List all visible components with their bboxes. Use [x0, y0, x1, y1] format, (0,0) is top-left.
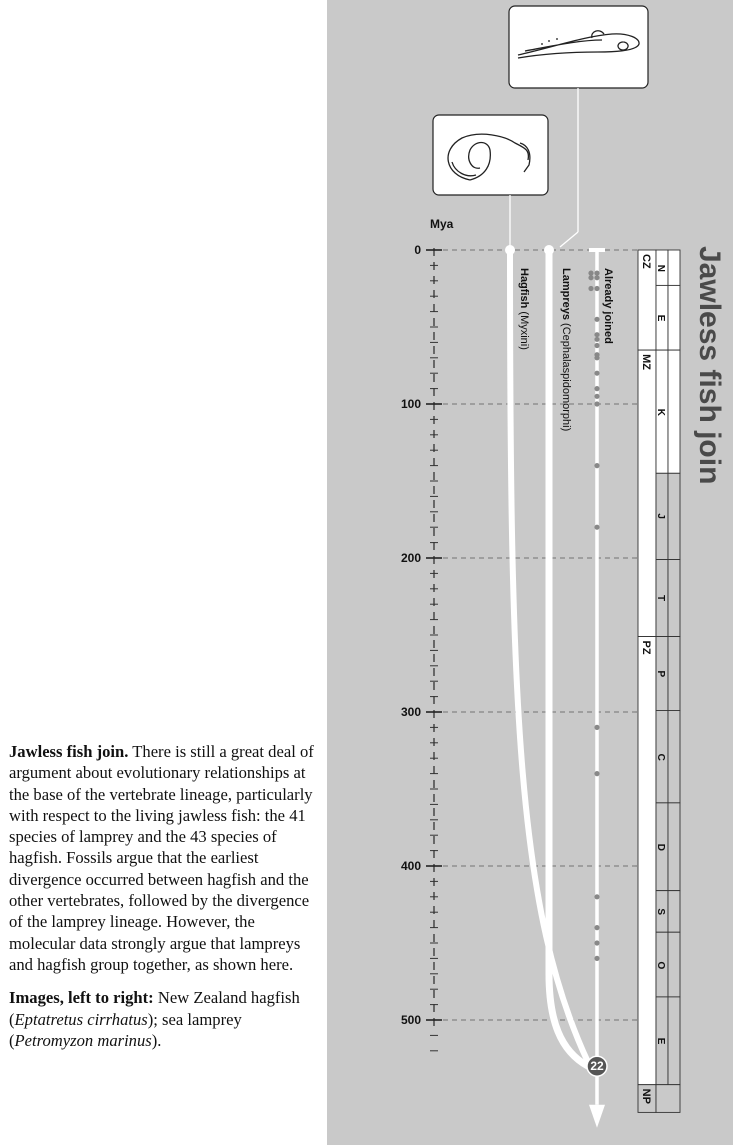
lineage-arrowhead [589, 1105, 605, 1128]
lamprey-image-leader-bend [560, 232, 578, 247]
divergence-node [587, 1056, 607, 1076]
era-label: PZ [640, 640, 652, 655]
era-label: NP [640, 1088, 652, 1104]
lineages [505, 245, 605, 1128]
period-label: K [655, 408, 666, 416]
caption-paragraph [9, 741, 317, 975]
study-dot [594, 386, 599, 391]
tick-label: 200 [400, 551, 421, 565]
period-label: N [655, 264, 666, 272]
study-dot [594, 343, 599, 348]
images-text-2: ); sea lamprey ( [9, 1009, 242, 1050]
images-sci-2: Petromyzon marinus [14, 1030, 152, 1050]
epoch-cell [668, 560, 680, 637]
study-dot [594, 525, 599, 530]
epoch-cell [668, 637, 680, 711]
study-dot [594, 925, 599, 930]
epoch-cell [668, 891, 680, 933]
lineage-tip [505, 245, 515, 255]
study-dot [594, 956, 599, 961]
era-label: MZ [640, 354, 652, 370]
epoch-cell [668, 803, 680, 891]
axis-tick-labels [401, 243, 421, 1027]
period-label: E [655, 314, 666, 322]
study-dot [594, 371, 599, 376]
geologic-timescale [638, 250, 680, 1112]
lineage-taxon: (Myxini) [518, 308, 530, 350]
study-dot [594, 894, 599, 899]
period-label: D [655, 843, 666, 851]
study-dot [594, 337, 599, 342]
study-dot [594, 940, 599, 945]
study-dot [594, 317, 599, 322]
era-cell [638, 637, 656, 1085]
period-label: S [655, 908, 666, 916]
lineage-name: Lampreys [560, 268, 572, 320]
images-text-1: New Zealand hagfish ( [9, 988, 300, 1029]
period-label: J [655, 513, 666, 519]
epoch-cell [668, 932, 680, 997]
lamprey-image-frame [509, 6, 648, 88]
era-cell [638, 350, 656, 636]
tick-label: 100 [400, 397, 421, 411]
caption-heading: Jawless fish join. [9, 742, 129, 761]
lineage-tip [544, 245, 554, 255]
study-dot [594, 271, 599, 276]
lineage-label [560, 268, 572, 431]
images-heading: Images, left to right: [9, 988, 154, 1008]
axis-ticks [426, 250, 442, 1051]
study-dot [588, 286, 593, 291]
tick-label: 300 [400, 705, 421, 719]
study-dot [588, 275, 593, 280]
study-dot [594, 401, 599, 406]
lineage-labels [518, 268, 614, 431]
epoch-cell [668, 997, 680, 1085]
study-dot [594, 355, 599, 360]
lineage-label [602, 268, 614, 344]
epoch-cell [668, 285, 680, 350]
study-dot [588, 271, 593, 276]
epoch-cell [668, 473, 680, 559]
lineage-name: Already joined [602, 268, 614, 344]
epoch-cell [668, 250, 680, 285]
chart-title: Jawless fish join [693, 246, 726, 485]
period-label: O [655, 961, 666, 970]
study-dot [594, 332, 599, 337]
axis-label: Mya [430, 217, 454, 231]
epoch-cell [668, 710, 680, 802]
node-label: 22 [590, 1059, 604, 1074]
era-label: CZ [640, 254, 652, 269]
study-dot [594, 394, 599, 399]
study-dot [594, 725, 599, 730]
period-label: C [655, 753, 666, 761]
tick-label: 400 [400, 859, 421, 873]
tick-label: 0 [414, 243, 421, 257]
lineage-name: Hagfish [518, 268, 530, 309]
period-label: E [655, 1037, 666, 1045]
study-dot [594, 275, 599, 280]
images-credit [9, 987, 317, 1051]
period-label: T [655, 595, 666, 602]
caption [9, 741, 317, 1063]
np-cell [656, 1085, 680, 1113]
epoch-cell [668, 350, 680, 473]
period-label: P [655, 670, 666, 678]
study-dot [594, 463, 599, 468]
study-dot [594, 771, 599, 776]
study-dot [594, 286, 599, 291]
lineage-taxon: (Cephalaspidomorphi) [560, 319, 572, 432]
caption-body: There is still a great deal of argument about evolutionary relationships at the base of the vertebrate lineage, particularly with respect to the living jawless fish: the 41 species of lamprey and the 43 species of hagfish. Fossils argue that the earliest divergence occurred between hagfish and the other vertebrates, followed by the divergence of the lamprey lineage. However, the molecular data strongly argue that lampreys and hagfish group together, as shown here. [9, 742, 314, 974]
images-text-3: ). [151, 1030, 162, 1050]
lineage-label [518, 268, 530, 350]
tick-label: 500 [400, 1013, 421, 1027]
images-sci-1: Eptatretus cirrhatus [14, 1009, 148, 1029]
